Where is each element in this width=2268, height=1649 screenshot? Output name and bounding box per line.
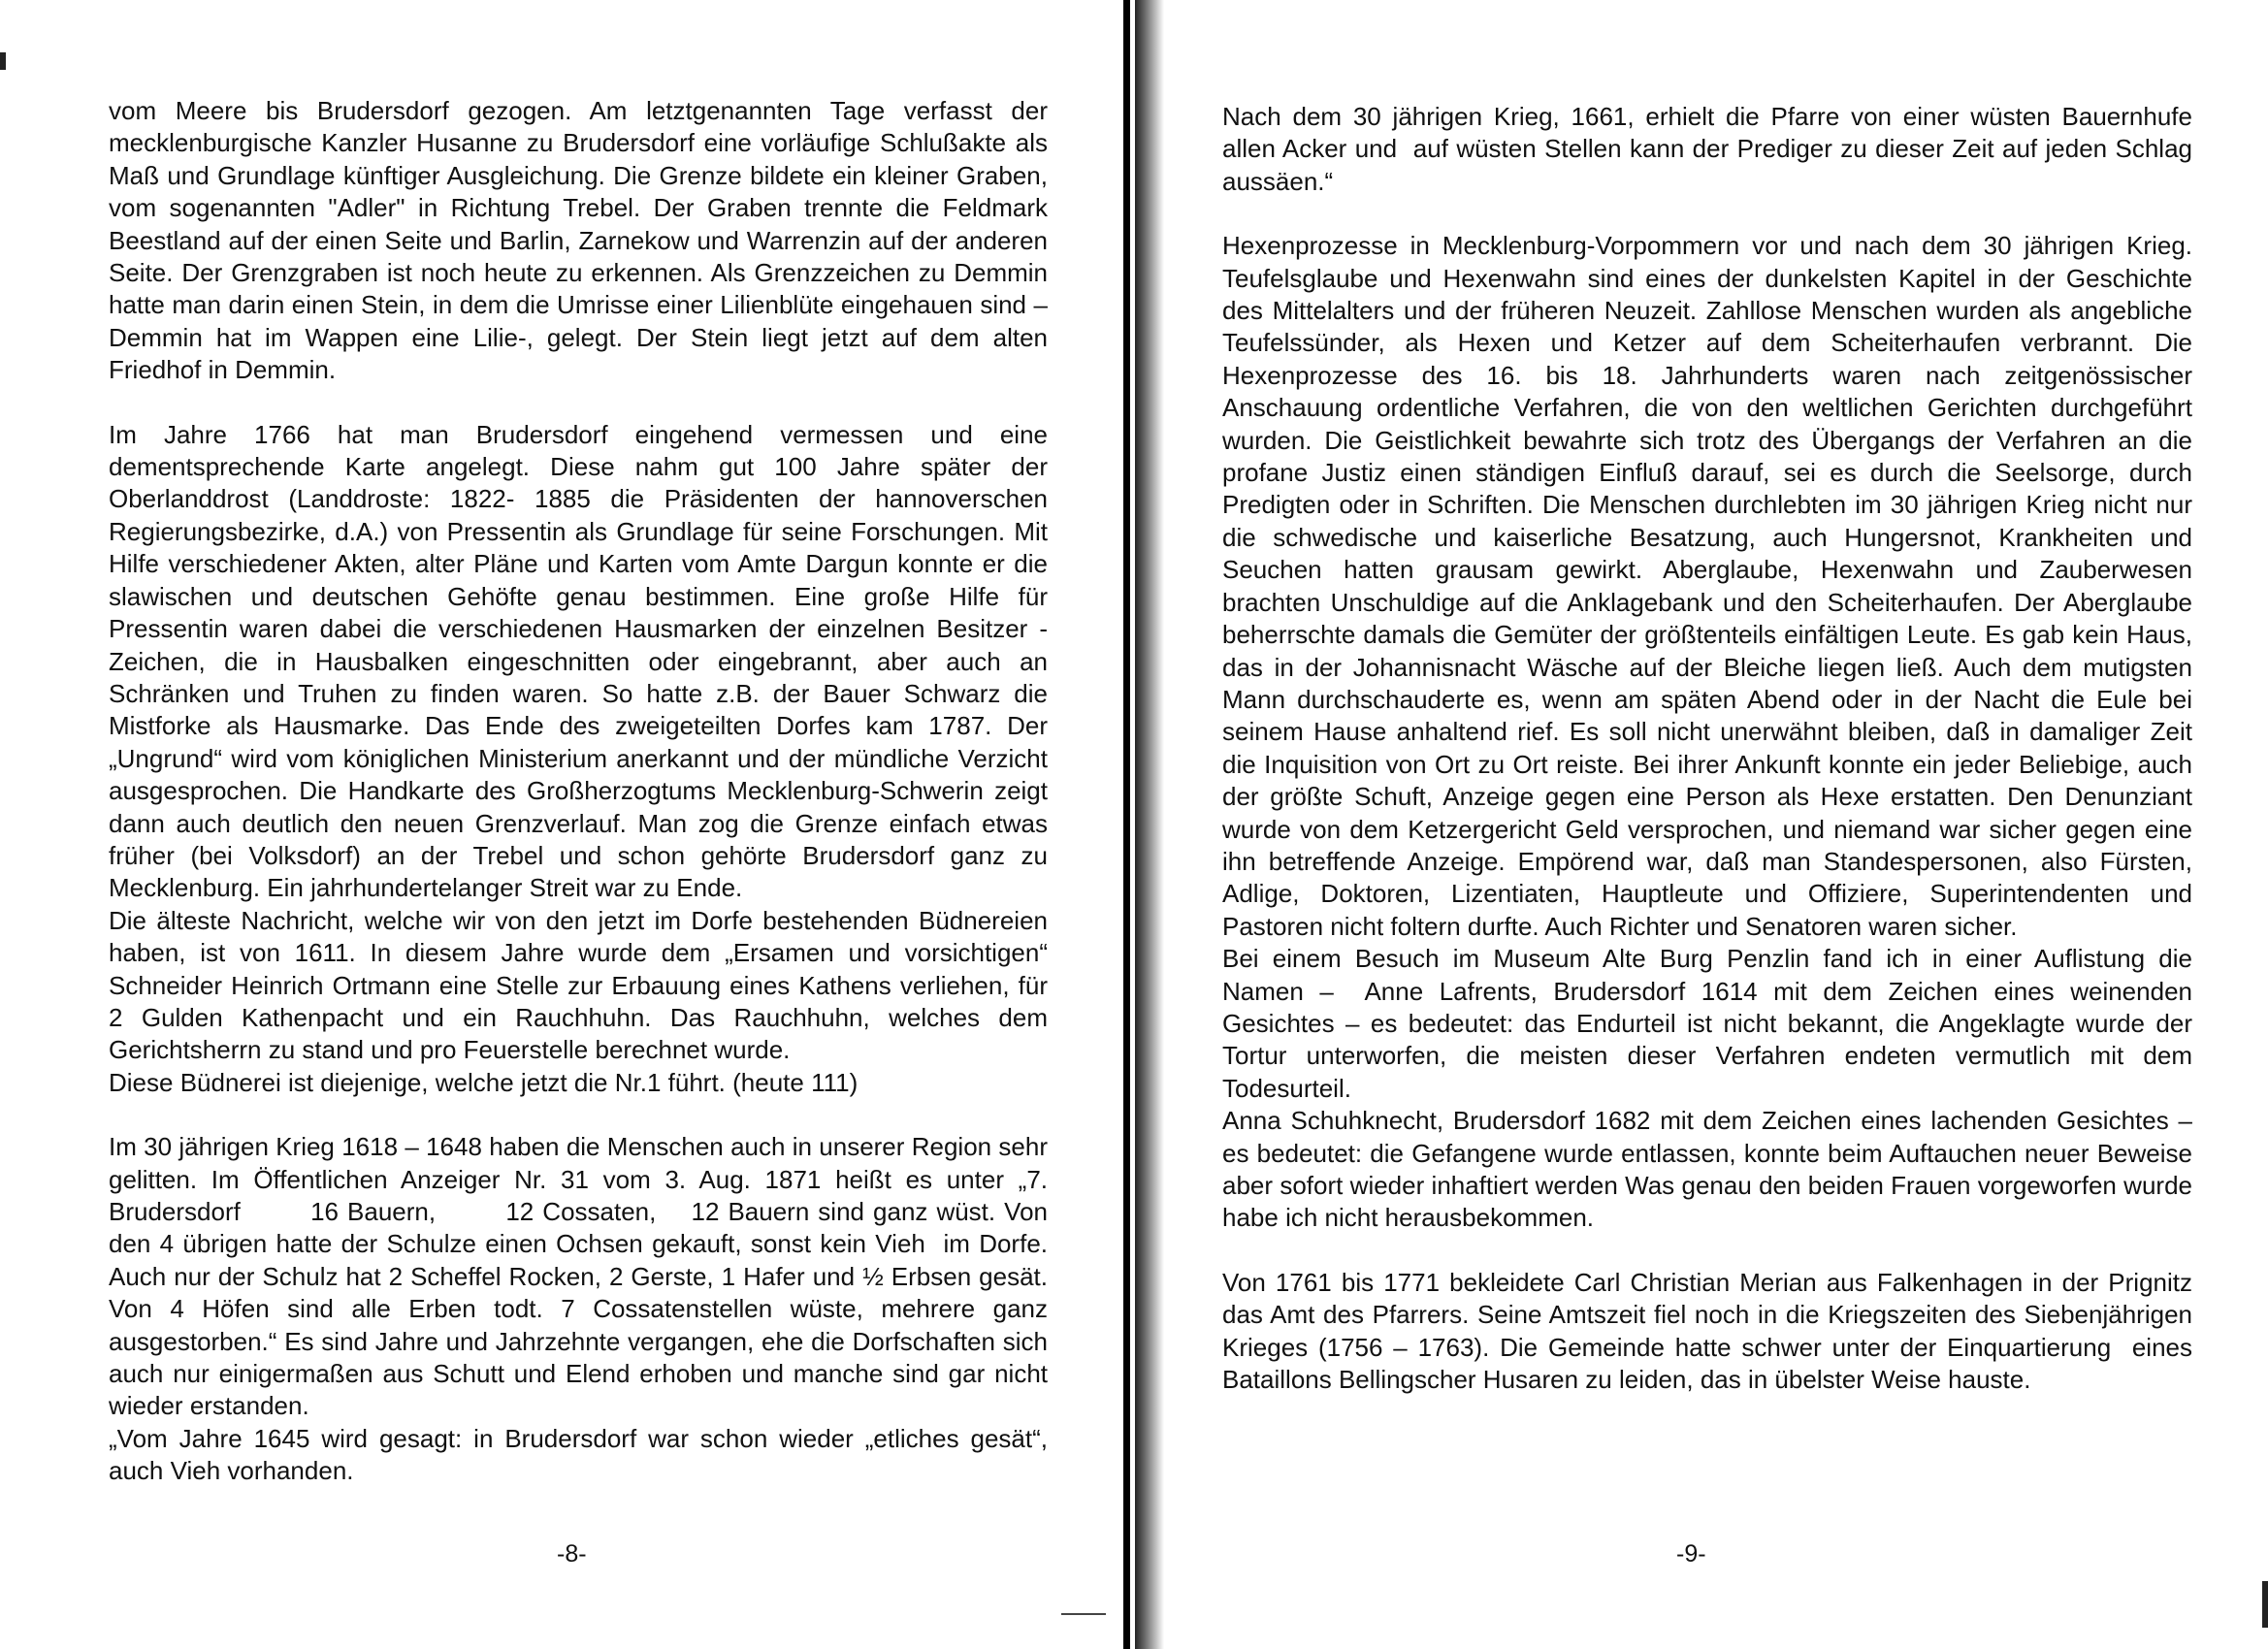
text-line: Die älteste Nachricht, welche wir von den jetzt im Dorfe bestehenden Büdnereien haben, ist von 1611. In diesem Jahre wurde dem „Ersamen und vorsichtigen“ Schneider Heinrich Ortmann eine Stelle zur Erbauung eines Kathens verliehen, für 2 Gulden Kathenpacht und ein Rauchhuhn. Das Rauchhuhn, welches dem Gerichtsherrn zu stand und pro Feuerstelle berechnet wurde. (109, 905, 1048, 1065)
text-line: Bei einem Besuch im Museum Alte Burg Penzlin fand ich in einer Auflistung die Namen – Anne Lafrents, Brudersdorf 1614 mit dem Zeichen eines weinenden Gesichtes – es bedeutet: das Endurteil ist nicht bekannt, die Angeklagte wurde der Tortur unterworfen, die meisten dieser Verfahren endeten vermutlich mit dem Todesurteil. (1222, 944, 2200, 1103)
gutter-shadow-right (1135, 0, 1164, 1649)
text-line: Hexenprozesse in Mecklenburg-Vorpommern vor und nach dem 30 jährigen Krieg. Teufelsglaube und Hexenwahn sind eines der dunkelsten Kapitel in der Geschichte des Mittelalters und der früheren Neuzeit. Zahllose Menschen wurden als angebliche Teufelssünder, als Hexen und Ketzer auf dem Scheiterhaufen verbrannt. Die Hexenprozesse des 16. bis 18. Jahrhunderts waren nach zeitgenössischer Anschauung ordentliche Verfahren, die von den weltlichen Gerichten durchgeführt wurden. Die Geistlichkeit bewahrte sich trotz des Übergangs der Verfahren an die profane Justiz einen ständigen Einfluß darauf, sei es durch die Seelsorge, durch Predigten oder in Schriften. Die Menschen durchlebten im 30 jährigen Krieg nicht nur die schwedische und kaiserliche Besatzung, auch Hungersnot, Krankheiten und Seuchen hatten grausam gewirkt. Aberglaube, Hexenwahn und Zauberwesen brachten Unschuldige auf die Anklagebank und den Scheiterhaufen. Der Aberglaube beherrschte damals die Gemüter der größtenteils einfältigen Leute. Es gab kein Haus, das in der Johannisnacht Wäsche auf der Bleiche liegen ließ. Auch dem mutigsten Mann durchschauderte es, wenn am späten Abend oder in der Nacht die Eule bei seinem Hause anhaltend rief. Es soll nicht unerwähnt bleiben, daß in damaliger Zeit die Inquisition von Ort zu Ort reiste. Bei ihrer Ankunft konnte ein jeder Beliebige, auch der größte Schuft, Anzeige gegen eine Person als Hexe erstatten. Den Denunziant wurde von dem Ketzergericht Geld versprochen, und niemand war sicher gegen eine ihn betreffende Anzeige. Empörend war, daß man Standespersonen, also Fürsten, Adlige, Doktoren, Lizentiaten, Hauptleute und Offiziere, Superintendenten und Pastoren nicht foltern durfte. Auch Richter und Senatoren waren sicher. (1222, 231, 2192, 941)
paragraph (1222, 1267, 2200, 1397)
paragraph (109, 419, 1048, 1100)
right-page (1164, 0, 2268, 1649)
paragraph (109, 95, 1048, 387)
text-line: Anna Schuhknecht, Brudersdorf 1682 mit dem Zeichen eines lachenden Gesichtes – es bedeutet: die Gefangene wurde entlassen, konnte beim Auftauchen neuer Beweise aber sofort wieder inhaftiert werden Was genau den beiden Frauen vorgeworfen wurde habe ich nicht herausbekommen. (1222, 1106, 2192, 1233)
left-page-text (109, 95, 1055, 1520)
text-line: Von 1761 bis 1771 bekleidete Carl Christian Merian aus Falkenhagen in der Prignitz das Amt des Pfarrers. Seine Amtszeit fiel noch in die Kriegszeiten des Siebenjährigen Krieges (1756 – 1763). Die Gemeinde hatte schwer unter der Einquartierung eines Bataillons Bellingscher Husaren zu leiden, das in übelster Weise hauste. (1222, 1267, 2200, 1395)
paragraph (1222, 230, 2200, 1235)
text-line: Im Jahre 1766 hat man Brudersdorf eingehend vermessen und eine dementsprechende Karte angelegt. Diese nahm gut 100 Jahre später der Oberlanddrost (Landdroste: 1822- 1885 die Präsidenten der hannoverschen Regierungsbezirke, d.A.) von Pressentin als Grundlage für seine Forschungen. Mit Hilfe verschiedener Akten, alter Pläne und Karten vom Amte Dargun konnte er die slawischen und deutschen Gehöfte genau bestimmen. Eine große Hilfe für Pressentin waren dabei die verschiedenen Hausmarken der einzelnen Besitzer - Zeichen, die in Hausbalken eingeschnitten oder eingebrannt, aber auch an Schränken und Truhen zu finden waren. So hatte z.B. der Bauer Schwarz die Mistforke als Hausmarke. Das Ende des zweigeteilten Dorfes kam 1787. Der „Ungrund“ wird vom königlichen Ministerium anerkannt und der mündliche Verzicht ausgesprochen. Die Handkarte des Großherzogtums Mecklenburg-Schwerin zeigt dann auch deutlich den neuen Grenzverlauf. Man zog die Grenze einfach etwas früher (bei Volksdorf) an der Trebel und schon gehörte Brudersdorf ganz zu Mecklenburg. Ein jahrhundertelanger Streit war zu Ende. (109, 419, 1048, 903)
left-page (0, 0, 1130, 1649)
paragraph (109, 1131, 1055, 1487)
page-number-left: -8- (557, 1540, 587, 1568)
paragraph (1222, 101, 2200, 198)
text-line: Nach dem 30 jährigen Krieg, 1661, erhielt die Pfarre von einer wüsten Bauernhufe allen Acker und auf wüsten Stellen kann der Prediger zu dieser Zeit auf jeden Schlag aussäen.“ (1222, 102, 2200, 196)
text-line: „Vom Jahre 1645 wird gesagt: in Brudersdorf war schon wieder „etliches gesät“, auch Vieh vorhanden. (109, 1423, 1048, 1486)
text-line: vom Meere bis Brudersdorf gezogen. Am letztgenannten Tage verfasst der mecklenburgische Kanzler Husanne zu Brudersdorf eine vorläufige Schlußakte als Maß und Grundlage künftiger Ausgleichung. Die Grenze bildete ein kleiner Graben, vom sogenannten "Adler" in Richtung Trebel. Der Graben trennte die Feldmark Beestland auf der einen Seite und Barlin, Zarnekow und Warrenzin auf der anderen Seite. Der Grenzgraben ist noch heute zu erkennen. Als Grenzzeichen zu Demmin hatte man darin einen Stein, in dem die Umrisse einer Lilienblüte eingehauen sind – Demmin hat im Wappen eine Lilie-, gelegt. Der Stein liegt jetzt auf dem alten Friedhof in Demmin. (109, 96, 1048, 385)
right-page-text (1222, 101, 2200, 1428)
page-number-right: -9- (1676, 1540, 1706, 1568)
text-line: Im 30 jährigen Krieg 1618 – 1648 haben die Menschen auch in unserer Region sehr gelitten. Im Öffentlichen Anzeiger Nr. 31 vom 3. Aug. 1871 heißt es unter „7. Brudersdorf 16 Bauern, 12 Cossaten, 12 Bauern sind ganz wüst. Von den 4 übrigen hatte der Schulze einen Ochsen gekauft, sonst kein Vieh im Dorfe. Auch nur der Schulz hat 2 Scheffel Rocken, 2 Gerste, 1 Hafer und ½ Erbsen gesät. Von 4 Höfen sind alle Erben todt. 7 Cossatenstellen wüste, mehrere ganz ausgestorben.“ Es sind Jahre und Jahrzehnte vergangen, ehe die Dorfschaften sich auch nur einigermaßen aus Schutt und Elend erhoben und manche sind gar nicht wieder erstanden. (109, 1132, 1055, 1421)
text-line: Diese Büdnerei ist diejenige, welche jetzt die Nr.1 führt. (heute 111) (109, 1067, 859, 1097)
